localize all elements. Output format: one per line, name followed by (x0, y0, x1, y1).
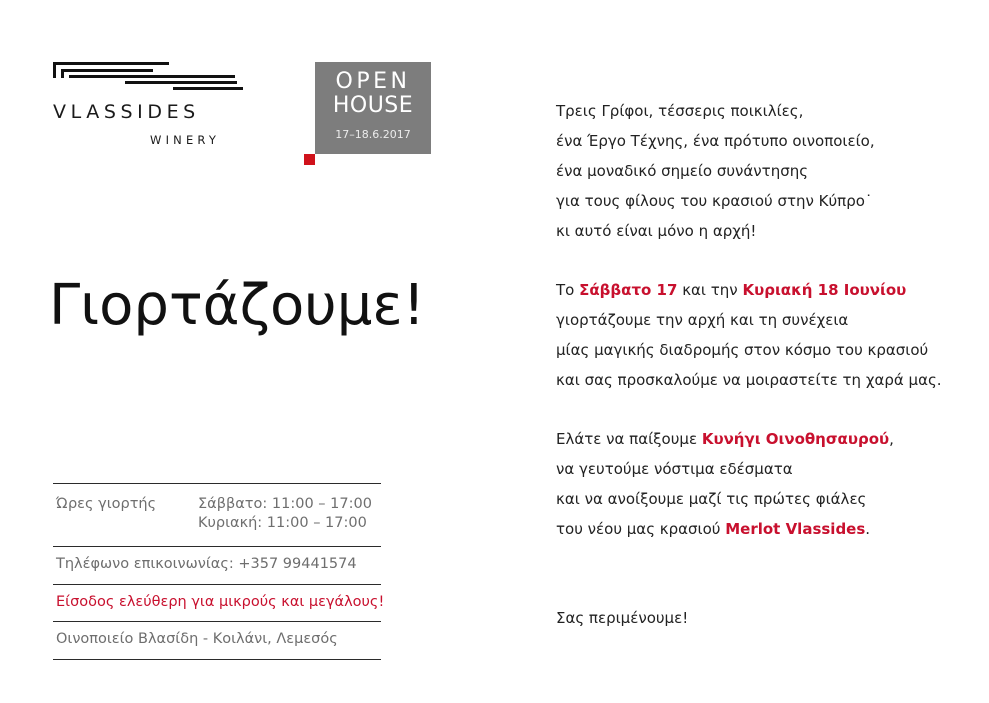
hours-label: Ώρες γιορτής (56, 496, 157, 512)
divider (53, 546, 381, 547)
intro-paragraph (556, 96, 976, 246)
hours-sunday: Κυριακή: 11:00 – 17:00 (198, 515, 367, 531)
winery-logo-lines (53, 62, 243, 92)
closing-paragraph (556, 603, 976, 633)
text-line: και να ανοίξουμε μαζί τις πρώτες φιάλες (556, 490, 867, 508)
text-fragment: Το (556, 281, 580, 299)
badge-line-open: OPEN (335, 69, 411, 94)
text-line: ένα μοναδικό σημείο συνάντησης (556, 162, 809, 180)
text-line: Τρεις Γρίφοι, τέσσερις ποικιλίες, (556, 102, 804, 120)
wine-name-highlight: Merlot Vlassides (725, 520, 866, 538)
saturday-date-highlight: Σάββατο 17 (579, 281, 678, 299)
hours-saturday: Σάββατο: 11:00 – 17:00 (198, 496, 372, 512)
text-line (556, 275, 976, 305)
treasure-hunt-highlight: Κυνήγι Οινοθησαυρού (701, 430, 890, 448)
text-fragment: και την (677, 281, 743, 299)
contact-phone: Τηλέφωνο επικοινωνίας: +357 99441574 (56, 556, 357, 572)
brand-name: VLASSIDES (53, 101, 200, 123)
brand-subtitle: WINERY (150, 133, 221, 147)
free-entry-note: Είσοδος ελεύθερη για μικρούς και μεγάλους! (56, 594, 385, 610)
badge-line-house: HOUSE (332, 93, 414, 118)
divider (53, 483, 381, 484)
divider (53, 621, 381, 622)
closing-line: Σας περιμένουμε! (556, 609, 689, 627)
text-line: γιορτάζουμε την αρχή και τη συνέχεια (556, 311, 849, 329)
text-line: κι αυτό είναι μόνο η αρχή! (556, 222, 757, 240)
activities-paragraph (556, 424, 976, 544)
divider (53, 659, 381, 660)
dates-paragraph (556, 275, 976, 395)
open-house-badge (315, 62, 431, 154)
text-line (556, 514, 976, 544)
badge-date: 17–18.6.2017 (335, 128, 411, 141)
text-line: να γευτούμε νόστιμα εδέσματα (556, 460, 793, 478)
text-line: για τους φίλους του κρασιού στην Κύπρο˙ (556, 192, 873, 210)
text-line: μίας μαγικής διαδρομής στον κόσμο του κρασιού (556, 341, 929, 359)
text-line (556, 424, 976, 454)
badge-accent-square (304, 154, 315, 165)
text-line: και σας προσκαλούμε να μοιραστείτε τη χαρά μας. (556, 371, 942, 389)
text-line: ένα Έργο Τέχνης, ένα πρότυπο οινοποιείο, (556, 132, 875, 150)
sunday-date-highlight: Κυριακή 18 Ιουνίου (742, 281, 907, 299)
text-fragment: , (889, 430, 894, 448)
invitation-text (556, 96, 976, 662)
text-fragment: . (865, 520, 871, 538)
headline: Γιορτάζουμε! (49, 273, 426, 338)
divider (53, 584, 381, 585)
location: Οινοποιείο Βλασίδη - Κοιλάνι, Λεμεσός (56, 631, 338, 647)
text-fragment: του νέου μας κρασιού (556, 520, 726, 538)
text-fragment: Ελάτε να παίξουμε (556, 430, 702, 448)
